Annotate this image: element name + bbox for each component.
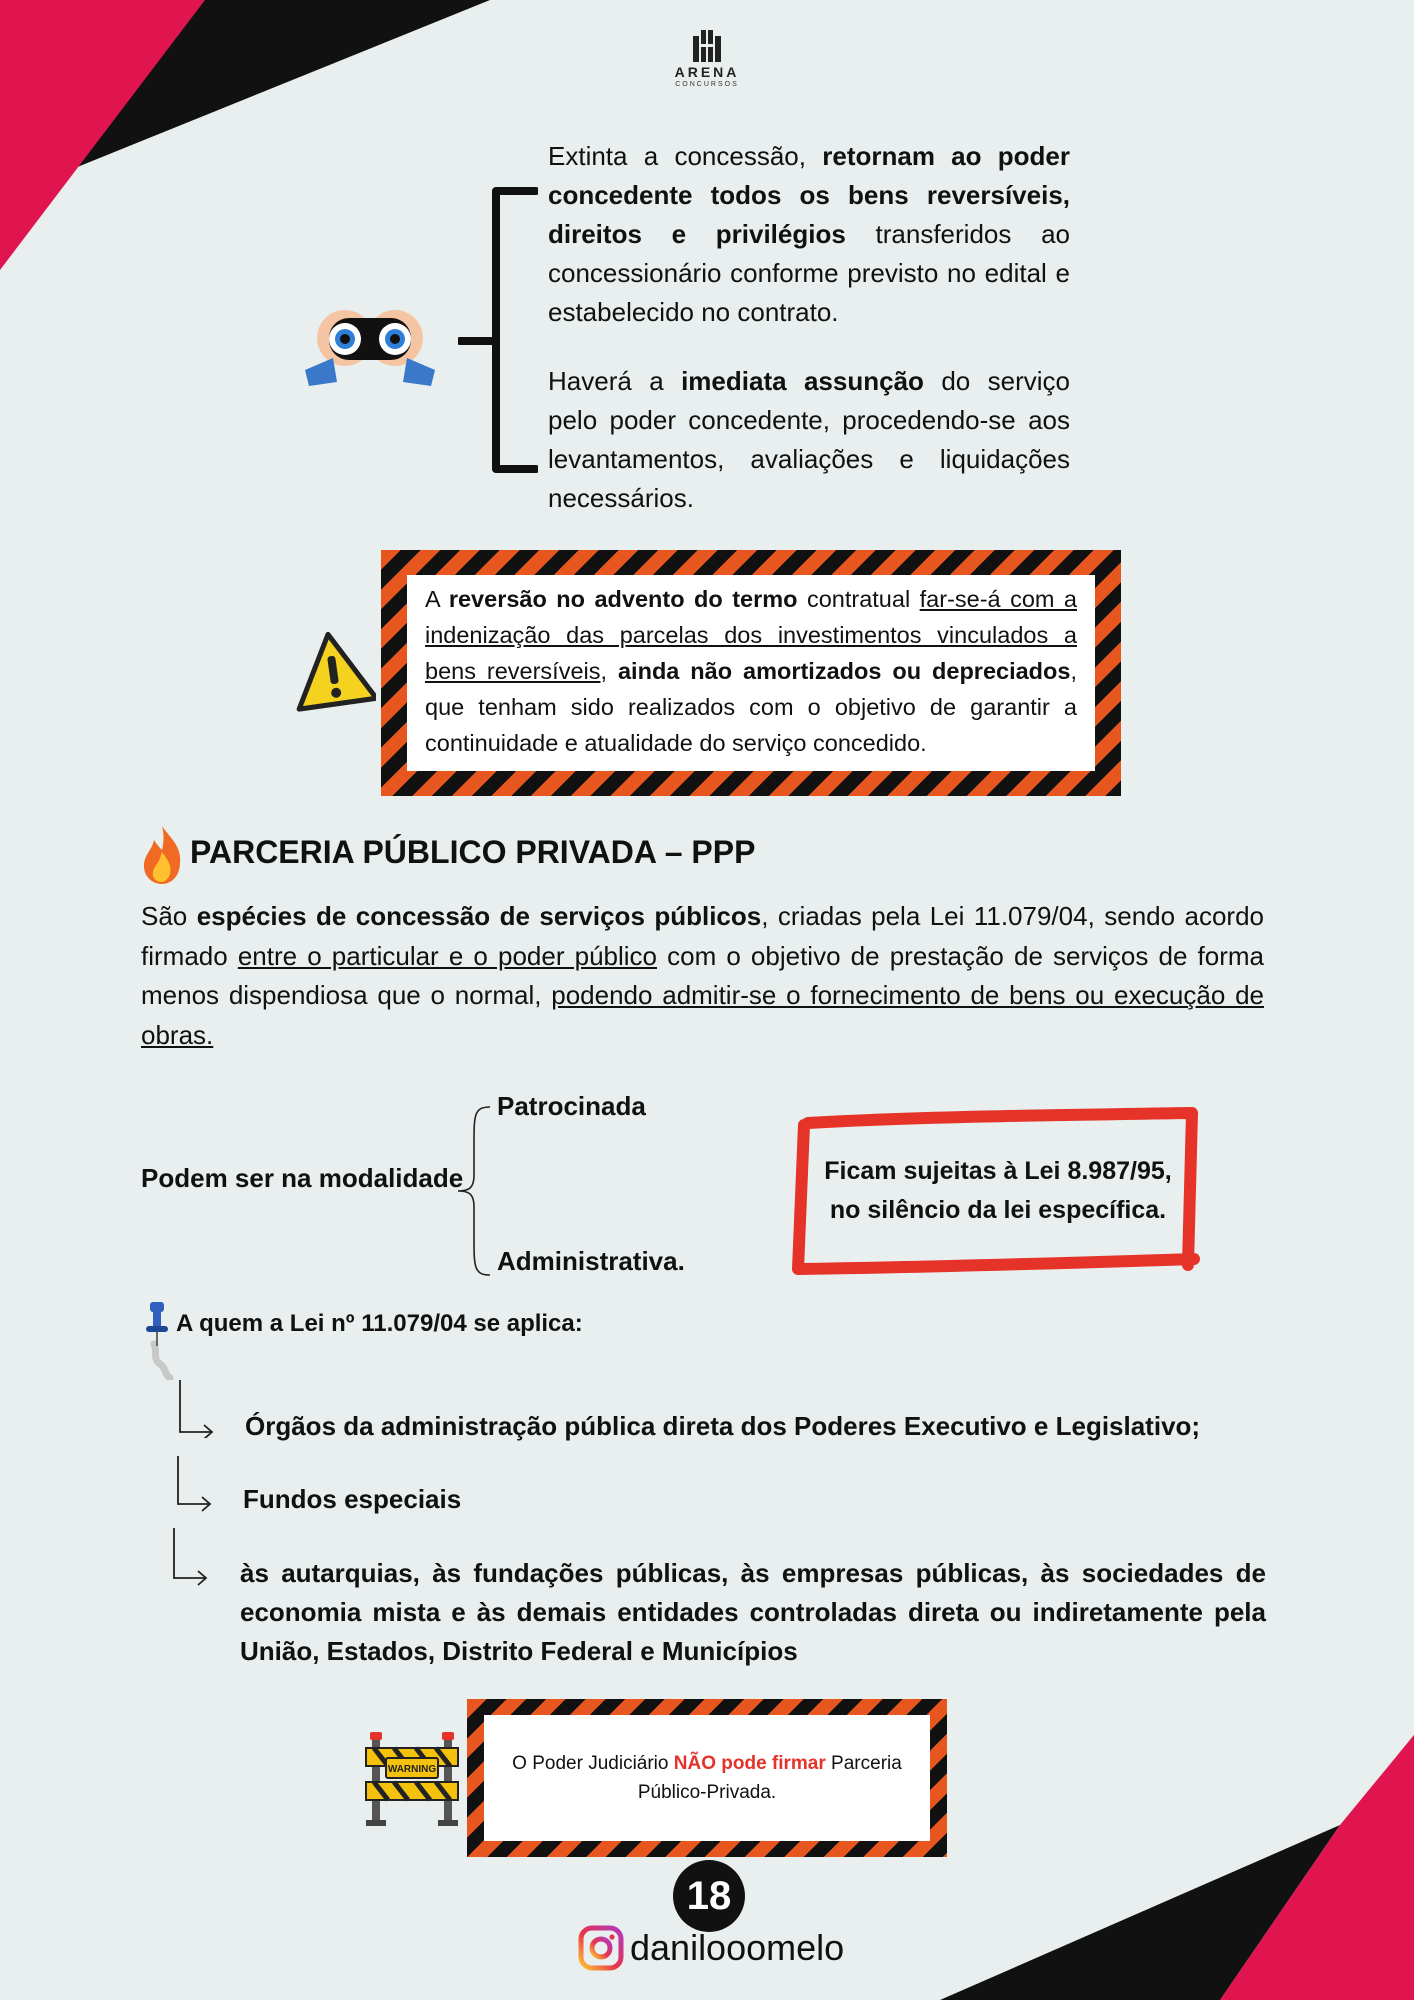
logo-name: ARENA — [674, 64, 740, 80]
instagram-handle-text: danilooomelo — [630, 1927, 845, 1968]
judiciario-warning-box — [467, 1699, 947, 1857]
modalidade-brace — [454, 1105, 494, 1277]
modalidade-option-administrativa: Administrativa. — [497, 1246, 685, 1276]
instagram-handle[interactable] — [578, 1925, 844, 1971]
reversion-warning-text: A reversão no advento do termo contratual far-se-á com a indenização das parcelas dos investimentos vinculados a bens reversíveis, ainda não amortizados ou depreciados, que tenham sido realizados com o objetivo de garantir a continuidade e atualidade do serviço concedido. — [425, 586, 1077, 756]
warning-sign-label: WARNING — [387, 1764, 437, 1775]
list-arrow-3 — [166, 1526, 214, 1588]
list-arrow-1 — [170, 1378, 218, 1438]
arena-logo — [664, 28, 750, 96]
ppp-heading: PARCERIA PÚBLICO PRIVADA – PPP — [190, 834, 756, 870]
top-left-corner-decoration — [0, 0, 490, 280]
binoculars-icon — [303, 300, 438, 390]
reversion-paragraph-2: Haverá a imediata assunção do serviço pelo poder concedente, procedendo-se aos levantamentos, avaliações e liquidações necessários. — [548, 366, 1070, 513]
list-arrow-2 — [170, 1454, 218, 1514]
lei-item-fundos: Fundos especiais — [243, 1484, 462, 1514]
ppp-definition-paragraph: São espécies de concessão de serviços públicos, criadas pela Lei 11.079/04, sendo acordo firmado entre o particular e o poder público com o objetivo de prestação de serviços de forma menos dispendiosa que o normal, podendo admitir-se o fornecimento de bens ou execução de obras. — [141, 901, 1265, 1050]
arena-logo-icon — [692, 28, 722, 64]
lei-11079-heading: A quem a Lei nº 11.079/04 se aplica: — [176, 1310, 583, 1337]
lei-8987-note-line2: no silêncio da lei específica. — [829, 1196, 1167, 1224]
modalidade-option-patrocinada: Patrocinada — [497, 1091, 646, 1121]
section1-bracket — [458, 185, 538, 475]
reversion-paragraph-1: Extinta a concessão, retornam ao poder concedente todos os bens reversíveis, direitos e privilégios transferidos ao concessionário conforme previsto no edital e estabelecido no contrato. — [548, 141, 1070, 327]
reversion-warning-content — [407, 575, 1095, 771]
judiciario-warning-text: O Poder Judiciário NÃO pode firmar Parceria Público-Privada. — [512, 1753, 902, 1803]
page-number: 18 — [673, 1860, 745, 1932]
instagram-icon — [578, 1925, 624, 1971]
logo-subtitle: CONCURSOS — [675, 81, 739, 88]
warning-barrier-icon — [364, 1730, 460, 1830]
lei-8987-note — [808, 1152, 1188, 1230]
fire-icon — [140, 824, 184, 886]
bottom-right-corner-decoration — [940, 1735, 1414, 2000]
lei-8987-note-line1: Ficam sujeitas à Lei 8.987/95, — [824, 1157, 1172, 1185]
lei-item-orgaos: Órgãos da administração pública direta dos Poderes Executivo e Legislativo; — [245, 1411, 1201, 1441]
warning-triangle-icon — [290, 628, 376, 712]
modalidade-label: Podem ser na modalidade — [141, 1163, 464, 1193]
reversion-warning-box — [381, 550, 1121, 796]
lei-item-entidades: às autarquias, às fundações públicas, às empresas públicas, às sociedades de economia mista e às demais entidades controladas direta ou indiretamente pela União, Estados, Distrito Federal e Municípios — [240, 1558, 1266, 1666]
judiciario-warning-content — [484, 1715, 930, 1841]
